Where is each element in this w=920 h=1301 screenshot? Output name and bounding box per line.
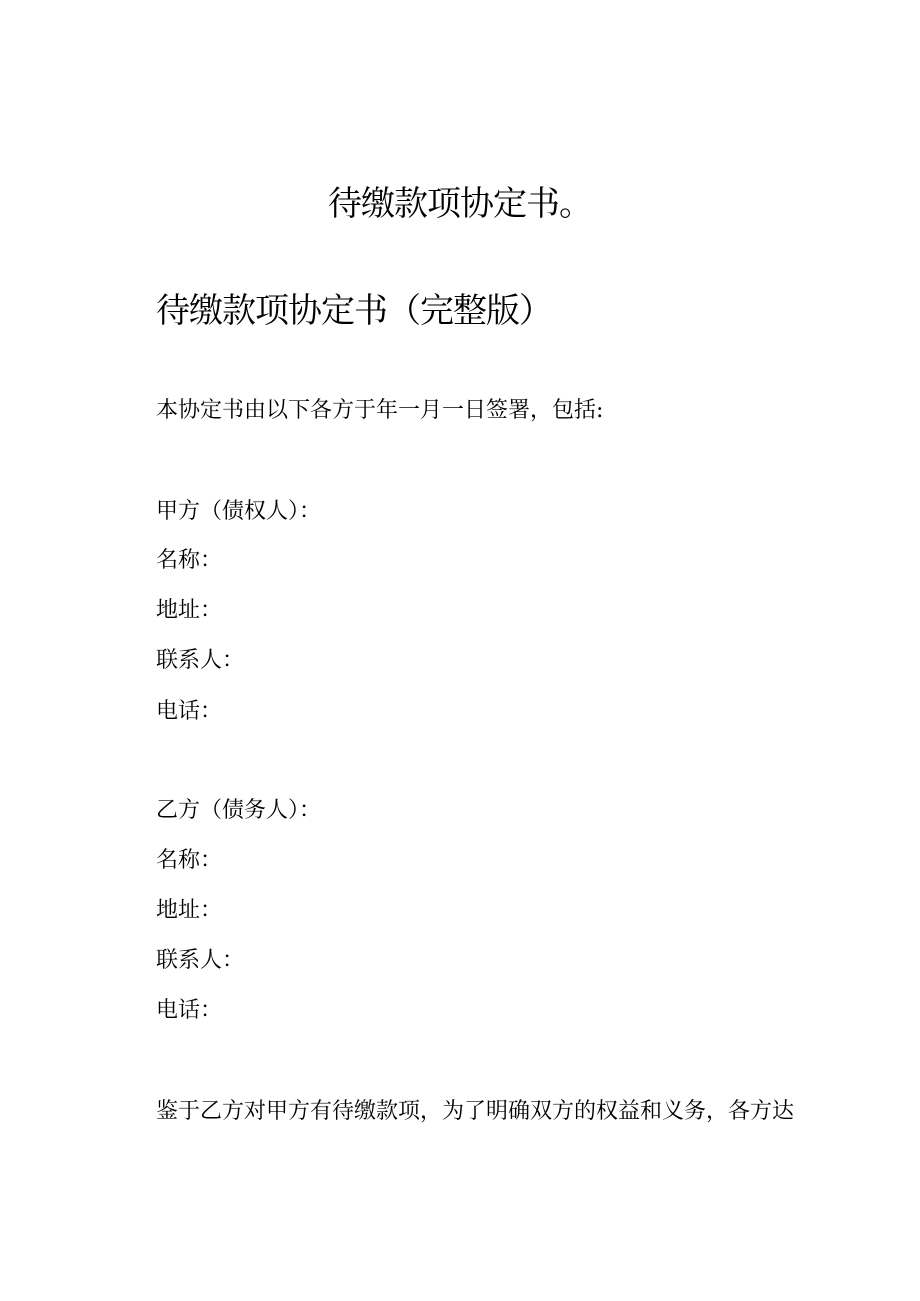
party-a-heading: 甲方（债权人）： xyxy=(156,499,322,524)
party-b-phone-label: 电话： xyxy=(156,998,223,1023)
party-b-contact-label: 联系人： xyxy=(156,948,245,973)
party-b-name-label: 名称： xyxy=(156,848,223,873)
party-a-address-label: 地址： xyxy=(156,598,223,623)
party-b-heading: 乙方（债务人）： xyxy=(156,798,322,823)
party-b-address-label: 地址： xyxy=(156,898,223,923)
page-title: 待缴款项协定书。 xyxy=(328,184,592,224)
intro-paragraph: 本协定书由以下各方于年一月一日签署，包括: xyxy=(156,398,604,423)
party-a-contact-label: 联系人： xyxy=(156,648,245,673)
party-a-name-label: 名称： xyxy=(156,548,223,573)
document-subtitle: 待缴款项协定书（完整版） xyxy=(156,291,552,331)
party-a-phone-label: 电话： xyxy=(156,699,223,724)
recital-paragraph: 鉴于乙方对甲方有待缴款项，为了明确双方的权益和义务，各方达 xyxy=(156,1099,795,1124)
